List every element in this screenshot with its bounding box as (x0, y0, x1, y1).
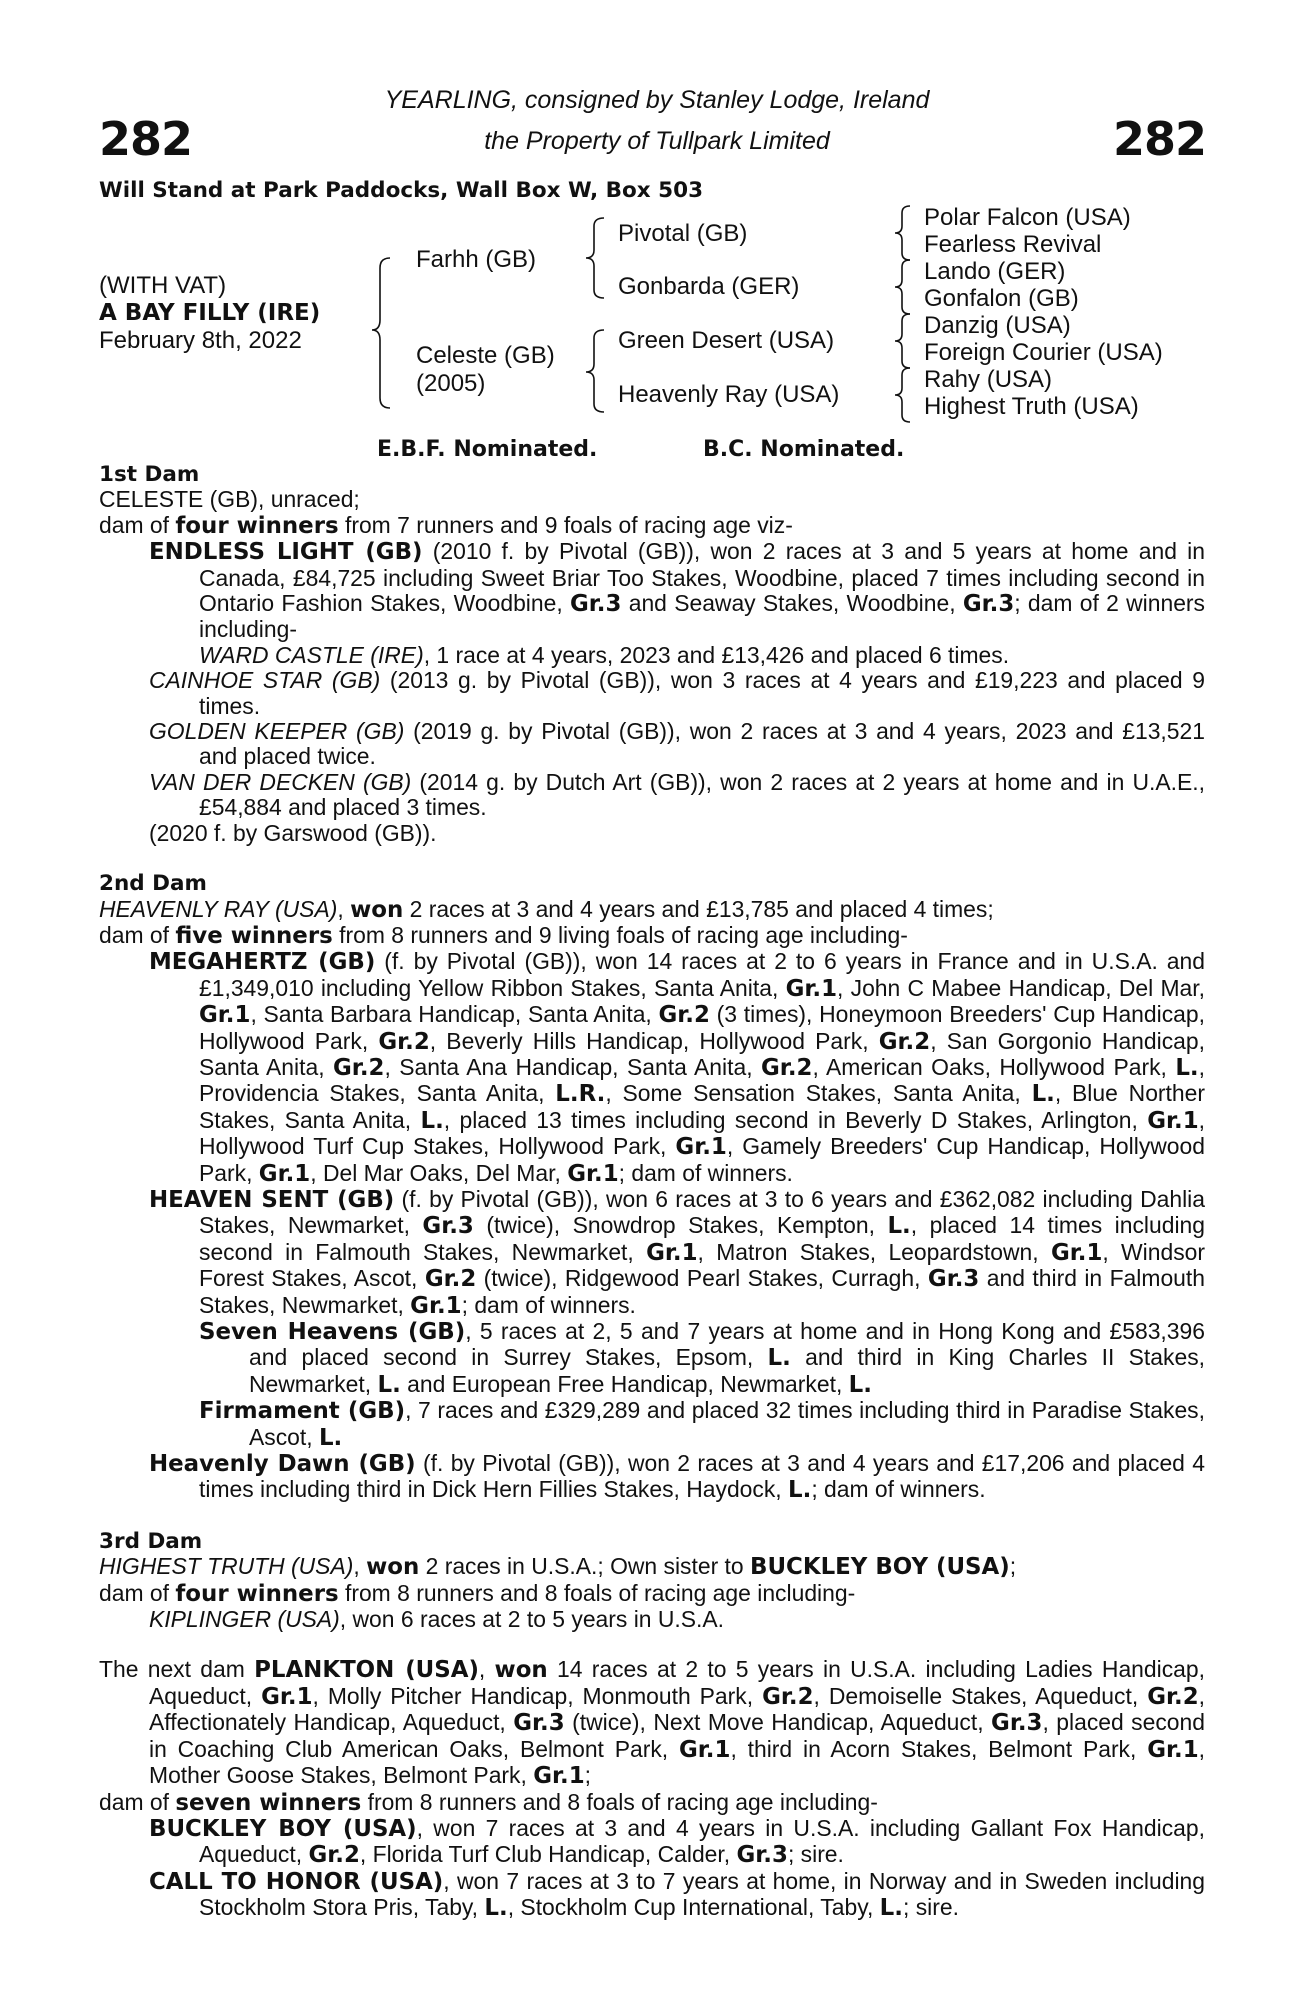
first-dam-heading: 1st Dam (99, 462, 200, 487)
stand-location: Will Stand at Park Paddocks, Wall Box W, Box 503 (99, 178, 704, 203)
pedigree-g3-1: Polar Falcon (USA) (924, 204, 1131, 231)
pedigree-dam: Celeste (GB) (416, 342, 555, 369)
pedigree-dam-dam: Heavenly Ray (USA) (618, 381, 840, 408)
pedigree-paragraph: HEAVENLY RAY (USA), won 2 races at 3 and 4 years and £13,785 and placed 4 times; (99, 895, 994, 923)
pedigree-dam-sire: Green Desert (USA) (618, 327, 835, 354)
pedigree-paragraph: (2020 f. by Garswood (GB)). (149, 819, 437, 846)
second-dam-body (99, 897, 1205, 1504)
second-dam-heading: 2nd Dam (99, 871, 207, 897)
bc-nomination: B.C. Nominated. (703, 437, 905, 462)
pedigree-paragraph: The next dam PLANKTON (USA), won 14 races at 2 to 5 years in U.S.A. including Ladies Handicap, Aqueduct, Gr.1, Molly Pitcher Handicap, Monmouth Park, Gr.2, Demoiselle Stakes, Aqueduct, Gr.2, Affectionately Handicap, Aqueduct, Gr.3 (twice), Next Move Handicap, Aqueduct, Gr.3, placed second in Coaching Club American Oaks, Belmont Park, Gr.1, third in Acorn Stakes, Belmont Park, Gr.1, Mother Goose Stakes, Belmont Park, Gr.1; (99, 1656, 1206, 1790)
first-dam-body (99, 487, 1205, 846)
pedigree-paragraph: CALL TO HONOR (USA), won 7 races at 3 to 7 years at home, in Norway and in Sweden including Stockholm Stora Pris, Taby, L., Stockholm Cup International, Taby, L.; sire. (149, 1867, 1205, 1922)
pedigree-paragraph: HEAVEN SENT (GB) (f. by Pivotal (GB)), won 6 races at 3 to 6 years and £362,082 including Dahlia Stakes, Newmarket, Gr.3 (twice), Snowdrop Stakes, Kempton, L., placed 14 times including second in Falmouth Stakes, Newmarket, Gr.1, Matron Stakes, Leopardstown, Gr.1, Windsor Forest Stakes, Ascot, Gr.2 (twice), Ridgewood Pearl Stakes, Curragh, Gr.3 and third in Falmouth Stakes, Newmarket, Gr.1; dam of winners. (149, 1185, 1206, 1319)
third-dam-heading: 3rd Dam (99, 1528, 203, 1554)
pedigree-paragraph: CAINHOE STAR (GB) (2013 g. by Pivotal (GB)), won 3 races at 4 years and £19,223 and placed 9 times. (149, 667, 1205, 719)
pedigree-g3-5: Danzig (USA) (924, 312, 1071, 339)
pedigree-paragraph: Heavenly Dawn (GB) (f. by Pivotal (GB)), won 2 races at 3 and 4 years and £17,206 and placed 4 times including third in Dick Hern Fillies Stakes, Haydock, L.; dam of winners. (149, 1450, 1205, 1504)
pedigree-paragraph: CELESTE (GB), unraced; (99, 486, 360, 513)
pedigree-paragraph: VAN DER DECKEN (GB) (2014 g. by Dutch Art (GB)), won 2 races at 2 years at home and in U.A.E., £54,884 and placed 3 times. (149, 768, 1205, 821)
horse-name: A BAY FILLY (IRE) (99, 300, 321, 326)
consignor-line: YEARLING, consigned by Stanley Lodge, Ireland (384, 86, 930, 114)
pedigree-sire: Farhh (GB) (416, 246, 537, 273)
pedigree-sire-sire: Pivotal (GB) (618, 220, 748, 247)
third-dam-body (99, 1554, 1205, 1632)
pedigree-g3-2: Fearless Revival (924, 231, 1102, 258)
vat-note: (WITH VAT) (99, 272, 227, 299)
pedigree-paragraph: Firmament (GB), 7 races and £329,289 and placed 32 times including third in Paradise Stakes, Ascot, L. (199, 1397, 1205, 1451)
pedigree-paragraph: BUCKLEY BOY (USA), won 7 races at 3 and 4 years in U.S.A. including Gallant Fox Handicap, Aqueduct, Gr.2, Florida Turf Club Handicap, Calder, Gr.3; sire. (149, 1814, 1205, 1869)
foaling-date: February 8th, 2022 (99, 327, 302, 354)
pedigree-paragraph: GOLDEN KEEPER (GB) (2019 g. by Pivotal (GB)), won 2 races at 3 and 4 years, 2023 and £13,521 and placed twice. (149, 718, 1205, 770)
lot-number-left: 282 (99, 112, 193, 166)
pedigree-dam-year: (2005) (416, 370, 486, 397)
pedigree-g3-6: Foreign Courier (USA) (924, 339, 1163, 366)
pedigree-sire-dam: Gonbarda (GER) (618, 273, 800, 300)
pedigree-paragraph: dam of seven winners from 8 runners and 8 foals of racing age including- (99, 1788, 878, 1816)
ebf-nomination: E.B.F. Nominated. (377, 437, 598, 462)
pedigree-g3-7: Rahy (USA) (924, 366, 1053, 393)
pedigree-paragraph: KIPLINGER (USA), won 6 races at 2 to 5 years in U.S.A. (149, 1606, 725, 1633)
pedigree-g3-4: Gonfalon (GB) (924, 285, 1079, 312)
pedigree-g3-8: Highest Truth (USA) (924, 393, 1139, 420)
dam-sections (99, 462, 1205, 1922)
pedigree-paragraph: HIGHEST TRUTH (USA), won 2 races in U.S.A.; Own sister to BUCKLEY BOY (USA); (99, 1553, 1017, 1581)
pedigree-paragraph: dam of four winners from 8 runners and 8 foals of racing age including- (99, 1579, 856, 1607)
pedigree-paragraph: dam of five winners from 8 runners and 9 living foals of racing age including- (99, 921, 908, 949)
pedigree-paragraph: ENDLESS LIGHT (GB) (2010 f. by Pivotal (GB)), won 2 races at 3 and 5 years at home and in Canada, £84,725 including Sweet Briar Too Stakes, Woodbine, placed 7 times including second in Ontario Fashion Stakes, Woodbine, Gr.3 and Seaway Stakes, Woodbine, Gr.3; dam of 2 winners including- (149, 538, 1205, 643)
pedigree-paragraph: dam of four winners from 7 runners and 9 foals of racing age viz- (99, 511, 793, 539)
pedigree-paragraph: Seven Heavens (GB), 5 races at 2, 5 and 7 years at home and in Hong Kong and £583,396 and placed second in Surrey Stakes, Epsom, L. and third in King Charles II Stakes, Newmarket, L. and European Free Handicap, Newmarket, L. (199, 1318, 1206, 1398)
pedigree-paragraph: WARD CASTLE (IRE), 1 race at 4 years, 2023 and £13,426 and placed 6 times. (199, 641, 1010, 668)
property-line: the Property of Tullpark Limited (484, 127, 830, 155)
pedigree-g3-3: Lando (GER) (924, 258, 1066, 285)
lot-number-right: 282 (1112, 112, 1206, 166)
next-dam-body (99, 1657, 1205, 1921)
pedigree-paragraph: MEGAHERTZ (GB) (f. by Pivotal (GB)), won 14 races at 2 to 6 years in France and in U.S.A. and £1,349,010 including Yellow Ribbon Stakes, Santa Anita, Gr.1, John C Mabee Handicap, Del Mar, Gr.1, Santa Barbara Handicap, Santa Anita, Gr.2 (3 times), Honeymoon Breeders' Cup Handicap, Hollywood Park, Gr.2, Beverly Hills Handicap, Hollywood Park, Gr.2, San Gorgonio Handicap, Santa Anita, Gr.2, Santa Ana Handicap, Santa Anita, Gr.2, American Oaks, Hollywood Park, L., Providencia Stakes, Santa Anita, L.R., Some Sensation Stakes, Santa Anita, L., Blue Norther Stakes, Santa Anita, L., placed 13 times including second in Beverly D Stakes, Arlington, Gr.1, Hollywood Turf Cup Stakes, Hollywood Park, Gr.1, Gamely Breeders' Cup Handicap, Hollywood Park, Gr.1, Del Mar Oaks, Del Mar, Gr.1; dam of winners. (149, 948, 1206, 1187)
